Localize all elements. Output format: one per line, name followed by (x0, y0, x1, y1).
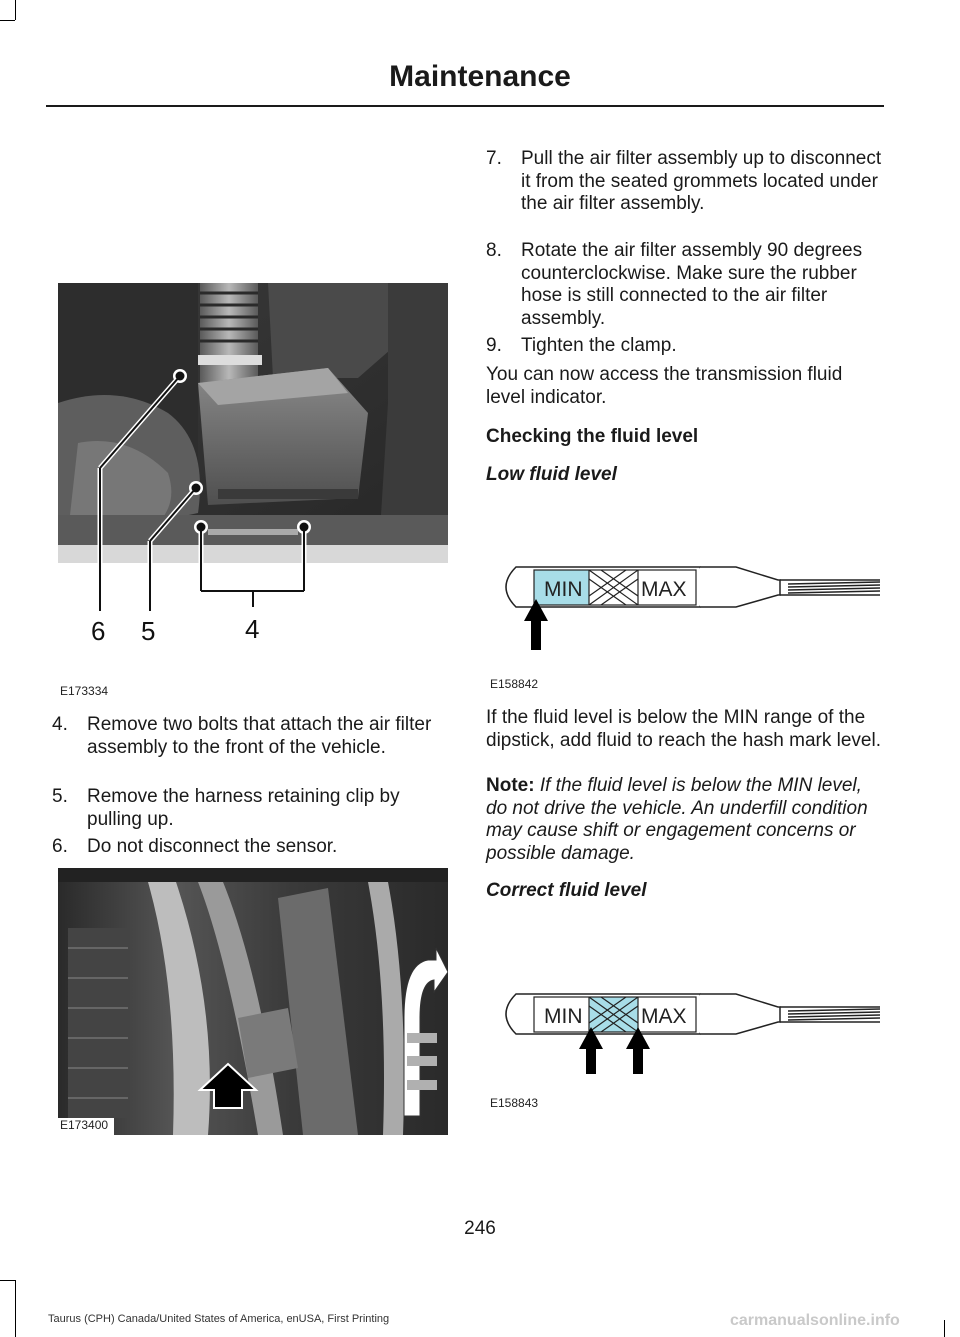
step-number: 5. (52, 786, 68, 807)
step-text: Rotate the air filter assembly 90 degrees counterclockwise. Make sure the rubber hose is still connected to the air filter assembly. (521, 240, 863, 329)
figure-code: E158842 (490, 677, 539, 691)
figure-code: E173400 (60, 1118, 109, 1132)
low-fluid-figure (488, 555, 880, 655)
callout-5: 5 (141, 616, 156, 646)
step-9 (486, 335, 882, 359)
dipstick-low (488, 555, 880, 655)
callout-leaders (58, 563, 448, 613)
step-number: 8. (486, 240, 502, 261)
low-fluid-paragraph: If the fluid level is below the MIN range of the dipstick, add fluid to reach the hash mark level. (486, 707, 881, 751)
min-label: MIN (544, 578, 583, 601)
correct-fluid-figure (488, 985, 880, 1075)
note-label: Note: (486, 775, 535, 796)
step-4 (52, 714, 440, 784)
access-paragraph: You can now access the transmission fluid level indicator. (486, 364, 843, 408)
step-text: Remove two bolts that attach the air filter assembly to the front of the vehicle. (87, 714, 432, 758)
page-number: 246 (464, 1218, 496, 1239)
clip-figure (58, 868, 448, 1135)
callout-lines (58, 283, 448, 563)
subsection-heading-correct: Correct fluid level (486, 880, 647, 901)
step-number: 9. (486, 335, 502, 356)
note-text: If the fluid level is below the MIN level, do not drive the vehicle. An underfill condition may cause shift or engagement concerns or possible damage. (486, 775, 868, 864)
step-text: Pull the air filter assembly up to disconnect it from the seated grommets located under the air filter assembly. (521, 148, 882, 214)
page-title: Maintenance (389, 60, 571, 93)
figure-code: E158843 (490, 1096, 539, 1110)
step-8 (486, 240, 882, 332)
step-number: 7. (486, 148, 502, 169)
engine-figure (58, 283, 448, 563)
callout-4: 4 (245, 614, 260, 644)
min-label: MIN (544, 1005, 583, 1028)
step-text: Tighten the clamp. (521, 335, 677, 356)
section-heading: Checking the fluid level (486, 426, 699, 447)
crop-mark (15, 1280, 16, 1337)
crop-mark (944, 1320, 945, 1337)
clip-photo (58, 868, 448, 1135)
subsection-heading-low: Low fluid level (486, 464, 617, 485)
max-label: MAX (641, 578, 687, 601)
step-6 (52, 836, 440, 860)
crop-mark (15, 0, 16, 20)
note-paragraph (486, 775, 882, 865)
step-7 (486, 148, 882, 240)
step-number: 6. (52, 836, 68, 857)
step-number: 4. (52, 714, 68, 735)
header-divider (46, 105, 884, 107)
callout-6: 6 (91, 616, 106, 646)
step-text: Remove the harness retaining clip by pulling up. (87, 786, 400, 830)
footer-edition-text: Taurus (CPH) Canada/United States of America, enUSA, First Printing (48, 1313, 390, 1325)
max-label: MAX (641, 1005, 687, 1028)
step-text: Do not disconnect the sensor. (87, 836, 338, 857)
figure-code: E173334 (60, 684, 109, 698)
crop-mark (0, 20, 15, 21)
crop-mark (0, 1280, 15, 1281)
dipstick-correct (488, 985, 880, 1075)
watermark: carmanualsonline.info (730, 1312, 900, 1329)
step-5 (52, 786, 440, 832)
